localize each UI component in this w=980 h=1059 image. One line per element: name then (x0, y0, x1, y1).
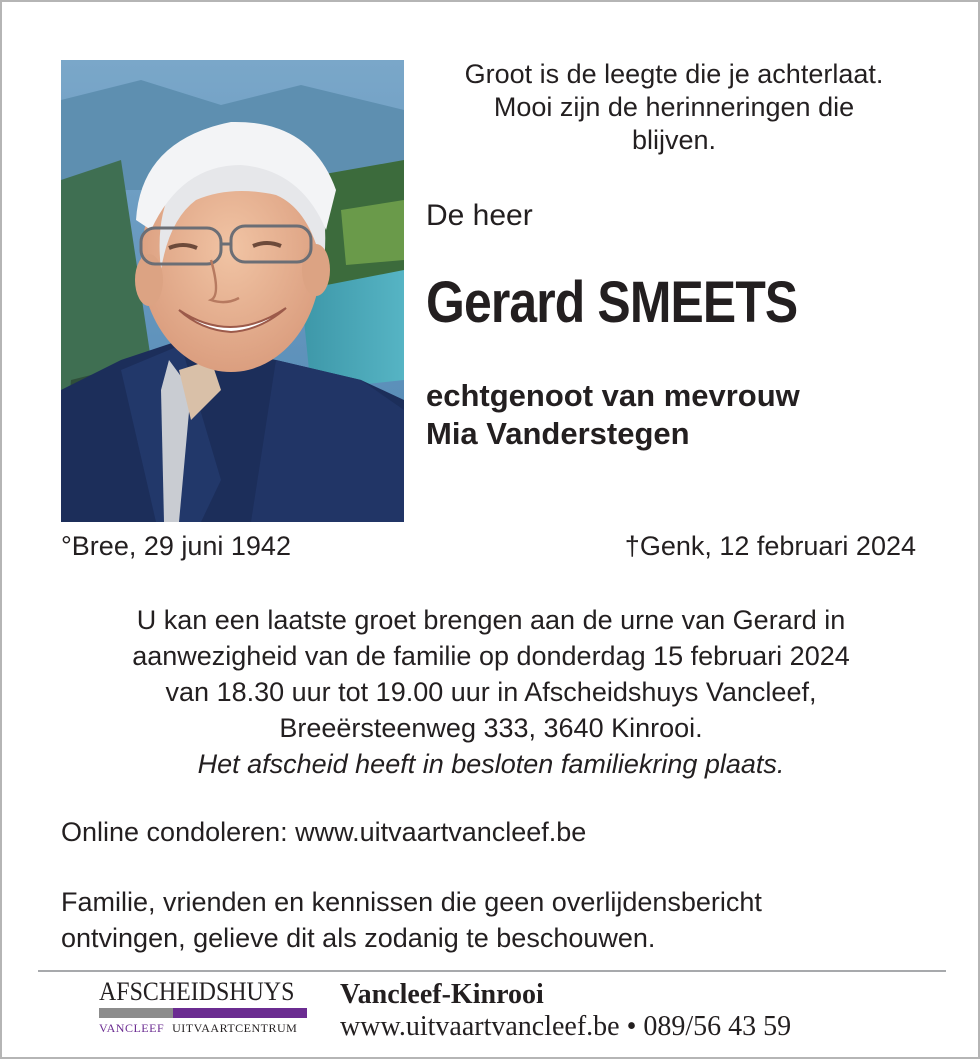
logo-sub-vancleef: VANCLEEF (99, 1021, 165, 1035)
spouse-info (426, 377, 800, 453)
visitation-notice (32, 602, 950, 782)
spouse-name: Mia Vanderstegen (426, 416, 690, 451)
notice-line: van 18.30 uur tot 19.00 uur in Afscheidshuys Vancleef, (165, 677, 817, 707)
funeral-home-contact (340, 979, 791, 1043)
logo-wordmark: AFSCHEIDSHUYS (99, 977, 295, 1006)
company-name: Vancleef-Kinrooi (340, 979, 544, 1010)
logo-bar-grey (99, 1008, 173, 1018)
death-date: †Genk, 12 februari 2024 (624, 531, 916, 561)
family-notice (61, 884, 762, 956)
quote-line: Groot is de leegte die je achterlaat. (464, 59, 884, 89)
logo-sub-uitvaartcentrum: UITVAARTCENTRUM (172, 1021, 298, 1035)
logo-bar-purple (173, 1008, 307, 1018)
logo-subtitle (99, 1021, 297, 1035)
notice-line: aanwezigheid van de familie op donderdag 15 februari 2024 (132, 641, 850, 671)
logo-color-bar (99, 1008, 307, 1018)
footer-divider (38, 970, 946, 972)
funeral-home-logo (99, 978, 311, 1040)
family-line: ontvingen, gelieve dit als zodanig te beschouwen. (61, 923, 656, 953)
notice-line: Breeërsteenweg 333, 3640 Kinrooi. (279, 713, 703, 743)
family-line: Familie, vrienden en kennissen die geen overlijdensbericht (61, 887, 762, 917)
notice-line: U kan een laatste groet brengen aan de urne van Gerard in (136, 605, 846, 635)
honorific: De heer (426, 199, 533, 232)
spouse-line: echtgenoot van mevrouw (426, 378, 800, 413)
online-condolence: Online condoleren: www.uitvaartvancleef.be (61, 817, 587, 847)
deceased-name: Gerard SMEETS (426, 270, 798, 335)
notice-line-private: Het afscheid heeft in besloten familiekring plaats. (197, 749, 785, 779)
quote-line: blijven. (631, 125, 717, 155)
quote-line: Mooi zijn de herinneringen die (493, 92, 855, 122)
memorial-quote (414, 58, 934, 157)
birth-date: °Bree, 29 juni 1942 (61, 531, 291, 561)
portrait-photo (61, 60, 404, 522)
website-phone: www.uitvaartvancleef.be • 089/56 43 59 (340, 1011, 792, 1042)
